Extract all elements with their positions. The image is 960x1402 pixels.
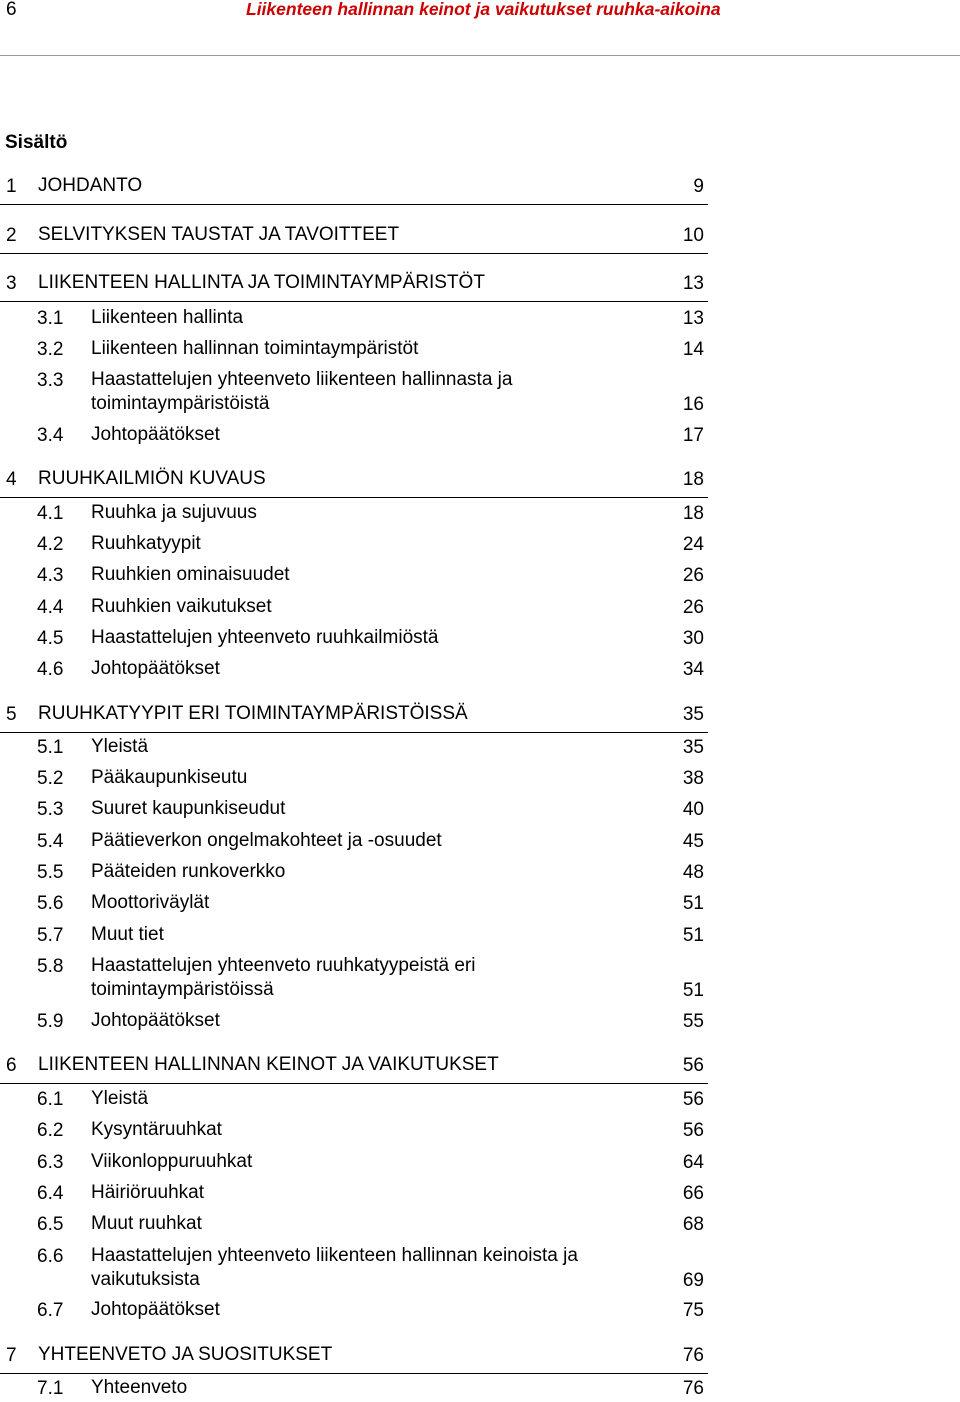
toc-entry-page: 76 bbox=[682, 1345, 704, 1366]
toc-entry-page: 76 bbox=[682, 1378, 704, 1399]
toc-entry-page: 30 bbox=[682, 628, 704, 649]
toc-entry-page: 26 bbox=[682, 565, 704, 586]
toc-entry-number: 6.1 bbox=[37, 1089, 64, 1110]
toc-entry-page: 40 bbox=[682, 799, 704, 820]
toc-section-entry bbox=[0, 628, 708, 652]
toc-section-entry bbox=[0, 659, 708, 683]
toc-section-entry bbox=[0, 565, 708, 589]
toc-entry-number: 4 bbox=[6, 469, 17, 490]
page-number: 6 bbox=[6, 0, 17, 20]
toc-entry-title: Kysyntäruuhkat bbox=[91, 1119, 222, 1140]
toc-entry-title: Ruuhkien ominaisuudet bbox=[91, 564, 290, 585]
toc-section-entry bbox=[0, 370, 708, 418]
toc-entry-page: 51 bbox=[682, 980, 704, 1001]
toc-entry-title: Haastattelujen yhteenveto ruuhkailmiöstä bbox=[91, 627, 439, 648]
toc-entry-title: Yhteenveto bbox=[91, 1377, 188, 1398]
toc-entry-page: 13 bbox=[682, 273, 704, 294]
toc-section-entry bbox=[0, 1152, 708, 1176]
toc-entry-title: Pääteiden runkoverkko bbox=[91, 861, 286, 882]
toc-chapter-entry bbox=[0, 469, 708, 498]
toc-title: Sisältö bbox=[5, 132, 68, 153]
toc-entry-number: 2 bbox=[6, 225, 17, 246]
toc-chapter-entry bbox=[0, 1345, 708, 1374]
toc-entry-page: 66 bbox=[682, 1183, 704, 1204]
toc-entry-title: Liikenteen hallinta bbox=[91, 307, 244, 328]
toc-entry-number: 6.3 bbox=[37, 1152, 64, 1173]
toc-entry-title: Muut ruuhkat bbox=[91, 1213, 202, 1234]
toc-entry-number: 5.5 bbox=[37, 862, 64, 883]
toc-entry-number: 5.3 bbox=[37, 799, 64, 820]
toc-entry-title: YHTEENVETO JA SUOSITUKSET bbox=[38, 1344, 333, 1365]
toc-entry-number: 6.2 bbox=[37, 1120, 64, 1141]
toc-section-entry bbox=[0, 503, 708, 527]
toc-entry-title: Muut tiet bbox=[91, 924, 164, 945]
toc-entry-page: 56 bbox=[682, 1089, 704, 1110]
toc-entry-number: 5.2 bbox=[37, 768, 64, 789]
toc-section-entry bbox=[0, 925, 708, 949]
toc-section-entry bbox=[0, 1300, 708, 1324]
toc-entry-number: 6.6 bbox=[37, 1246, 64, 1267]
toc-entry-title: SELVITYKSEN TAUSTAT JA TAVOITTEET bbox=[38, 224, 400, 245]
toc-section-entry bbox=[0, 862, 708, 886]
toc-entry-page: 35 bbox=[682, 704, 704, 725]
running-title: Liikenteen hallinnan keinot ja vaikutukset ruuhka-aikoina bbox=[246, 0, 721, 19]
toc-entry-number: 4.2 bbox=[37, 534, 64, 555]
toc-entry-title: Johtopäätökset bbox=[91, 1010, 220, 1031]
toc-entry-title: Yleistä bbox=[91, 736, 149, 757]
toc-entry-page: 51 bbox=[682, 893, 704, 914]
toc-section-entry bbox=[0, 1183, 708, 1207]
toc-entry-title: Ruuhkatyypit bbox=[91, 533, 201, 554]
toc-entry-page: 38 bbox=[682, 768, 704, 789]
toc-section-entry bbox=[0, 1378, 708, 1402]
toc-entry-title: RUUHKAILMIÖN KUVAUS bbox=[38, 468, 266, 489]
toc-chapter-entry bbox=[0, 273, 708, 302]
toc-section-entry bbox=[0, 308, 708, 332]
toc-entry-page: 45 bbox=[682, 831, 704, 852]
toc-section-entry bbox=[0, 425, 708, 449]
toc-entry-number: 4.1 bbox=[37, 503, 64, 524]
toc-section-entry bbox=[0, 1011, 708, 1035]
toc-section-entry bbox=[0, 1120, 708, 1144]
toc-entry-number: 4.4 bbox=[37, 597, 64, 618]
toc-entry-page: 56 bbox=[682, 1120, 704, 1141]
toc-entry-title: Moottoriväylät bbox=[91, 892, 210, 913]
toc-section-entry bbox=[0, 1089, 708, 1113]
toc-section-entry bbox=[0, 799, 708, 823]
toc-entry-page: 64 bbox=[682, 1152, 704, 1173]
toc-section-entry bbox=[0, 893, 708, 917]
toc-entry-title: Ruuhkien vaikutukset bbox=[91, 596, 272, 617]
toc-entry-title: Haastattelujen yhteenveto ruuhkatyypeistä eri toimintaympäristöissä bbox=[91, 955, 476, 1000]
toc-entry-title: LIIKENTEEN HALLINTA JA TOIMINTAYMPÄRISTÖT bbox=[38, 272, 485, 293]
toc-entry-number: 5.9 bbox=[37, 1011, 64, 1032]
toc-entry-number: 5.6 bbox=[37, 893, 64, 914]
toc-entry-title: Häiriöruuhkat bbox=[91, 1182, 204, 1203]
toc-entry-number: 4.5 bbox=[37, 628, 64, 649]
toc-entry-page: 48 bbox=[682, 862, 704, 883]
toc-entry-title: Johtopäätökset bbox=[91, 424, 220, 445]
toc-section-entry bbox=[0, 768, 708, 792]
toc-section-entry bbox=[0, 831, 708, 855]
toc-section-entry bbox=[0, 956, 708, 1004]
toc-entry-page: 69 bbox=[682, 1270, 704, 1291]
toc-entry-page: 26 bbox=[682, 597, 704, 618]
toc-entry-title: Ruuhka ja sujuvuus bbox=[91, 502, 257, 523]
page-header bbox=[0, 0, 960, 56]
toc-entry-number: 6 bbox=[6, 1055, 17, 1076]
toc-entry-number: 3 bbox=[6, 273, 17, 294]
toc-entry-number: 1 bbox=[6, 176, 17, 197]
toc-entry-page: 14 bbox=[682, 339, 704, 360]
toc-entry-number: 7 bbox=[6, 1345, 17, 1366]
toc-entry-number: 5.7 bbox=[37, 925, 64, 946]
toc-entry-title: Suuret kaupunkiseudut bbox=[91, 798, 286, 819]
toc-entry-page: 51 bbox=[682, 925, 704, 946]
toc-chapter-entry bbox=[0, 1055, 708, 1084]
toc-entry-number: 6.7 bbox=[37, 1300, 64, 1321]
toc-chapter-entry bbox=[0, 176, 708, 205]
toc-entry-title: JOHDANTO bbox=[38, 175, 143, 196]
toc-entry-number: 5 bbox=[6, 704, 17, 725]
toc-entry-number: 5.8 bbox=[37, 956, 64, 977]
toc-entry-title: Haastattelujen yhteenveto liikenteen hallinnasta ja toimintaympäristöistä bbox=[91, 369, 513, 414]
toc-section-entry bbox=[0, 1246, 708, 1294]
toc-entry-number: 4.3 bbox=[37, 565, 64, 586]
toc-entry-number: 3.3 bbox=[37, 370, 64, 391]
toc-entry-title: Yleistä bbox=[91, 1088, 149, 1109]
toc-entry-number: 4.6 bbox=[37, 659, 64, 680]
toc-section-entry bbox=[0, 339, 708, 363]
toc-section-entry bbox=[0, 534, 708, 558]
toc-entry-title: Viikonloppuruuhkat bbox=[91, 1151, 253, 1172]
toc-entry-page: 17 bbox=[682, 425, 704, 446]
toc-entry-page: 18 bbox=[682, 469, 704, 490]
toc-entry-title: Liikenteen hallinnan toimintaympäristöt bbox=[91, 338, 419, 359]
toc-entry-page: 16 bbox=[682, 394, 704, 415]
toc-entry-title: LIIKENTEEN HALLINNAN KEINOT JA VAIKUTUKSET bbox=[38, 1054, 499, 1075]
toc-entry-number: 3.1 bbox=[37, 308, 64, 329]
toc-entry-title: Johtopäätökset bbox=[91, 1299, 220, 1320]
toc-entry-page: 68 bbox=[682, 1214, 704, 1235]
toc-entry-page: 9 bbox=[693, 176, 704, 197]
toc-entry-page: 35 bbox=[682, 737, 704, 758]
toc-entry-title: Johtopäätökset bbox=[91, 658, 220, 679]
toc-entry-number: 5.4 bbox=[37, 831, 64, 852]
header-divider bbox=[0, 55, 960, 56]
toc-entry-page: 24 bbox=[682, 534, 704, 555]
toc-entry-page: 56 bbox=[682, 1055, 704, 1076]
toc-entry-page: 10 bbox=[682, 225, 704, 246]
toc-entry-page: 75 bbox=[682, 1300, 704, 1321]
toc-entry-title: RUUHKATYYPIT ERI TOIMINTAYMPÄRISTÖISSÄ bbox=[38, 703, 468, 724]
toc-entry-page: 55 bbox=[682, 1011, 704, 1032]
toc-chapter-entry bbox=[0, 225, 708, 254]
toc-entry-page: 34 bbox=[682, 659, 704, 680]
toc-entry-number: 5.1 bbox=[37, 737, 64, 758]
toc-entry-number: 6.4 bbox=[37, 1183, 64, 1204]
toc-entry-number: 6.5 bbox=[37, 1214, 64, 1235]
toc-entry-title: Pääkaupunkiseutu bbox=[91, 767, 248, 788]
toc-entry-title: Haastattelujen yhteenveto liikenteen hallinnan keinoista ja vaikutuksista bbox=[91, 1245, 578, 1290]
toc-entry-page: 13 bbox=[682, 308, 704, 329]
toc-entry-page: 18 bbox=[682, 503, 704, 524]
toc-entry-number: 3.2 bbox=[37, 339, 64, 360]
toc-section-entry bbox=[0, 597, 708, 621]
toc-entry-number: 7.1 bbox=[37, 1378, 64, 1399]
toc-entry-number: 3.4 bbox=[37, 425, 64, 446]
toc-chapter-entry bbox=[0, 704, 708, 733]
toc-section-entry bbox=[0, 737, 708, 761]
toc-section-entry bbox=[0, 1214, 708, 1238]
toc-entry-title: Päätieverkon ongelmakohteet ja -osuudet bbox=[91, 830, 442, 851]
